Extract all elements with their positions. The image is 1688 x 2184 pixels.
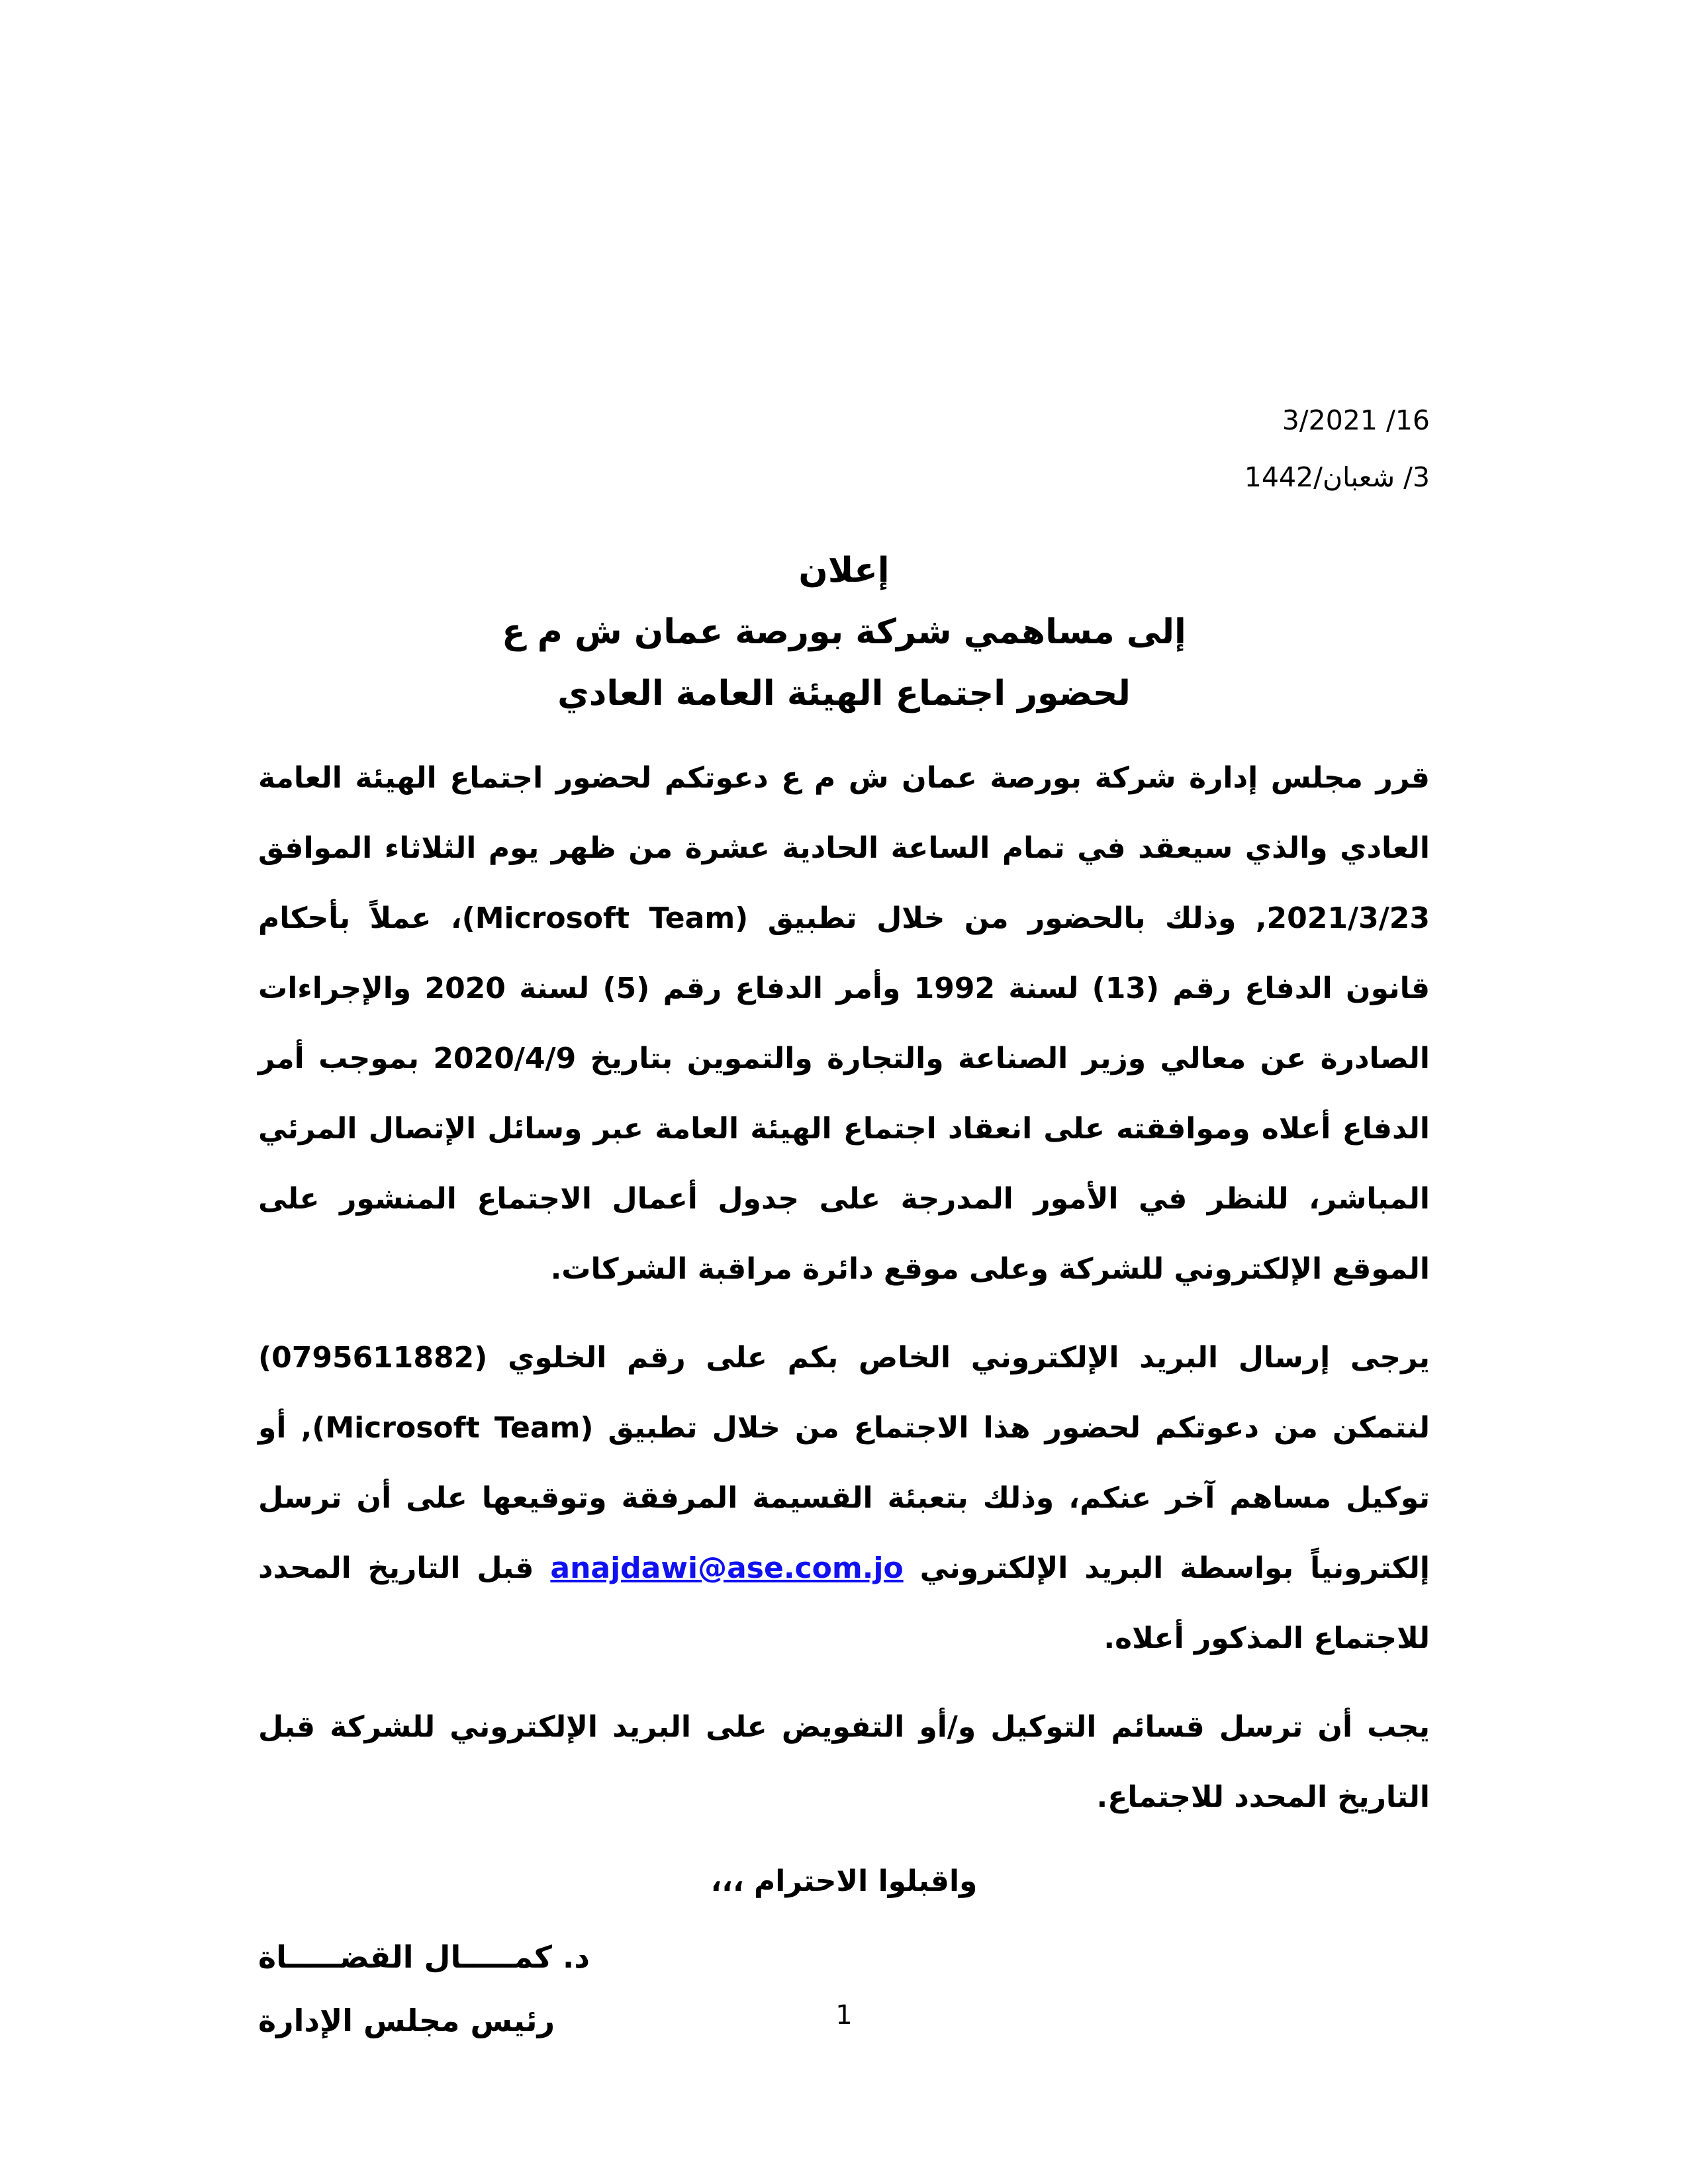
signature-block xyxy=(258,1925,1430,2052)
closing-salutation: واقبلوا الاحترام ،،، xyxy=(710,1864,978,1898)
gregorian-date: 16/ 3/2021 xyxy=(1282,404,1430,436)
hijri-date: 3/ شعبان/1442 xyxy=(1244,461,1430,493)
email-instructions-text-before: يرجى إرسال البريد الإلكتروني الخاص بكم على رقم الخلوي (0795611882) لنتمكن من دعوتكم لحضور هذا الاجتماع من خلال تطبيق (Microsoft Team), أو توكيل مساهم آخر عنكم، وذلك بتعبئة القسيمة المرفقة وتوقيعها على أن ترسل إلكترونياً بواسطة البريد الإلكتروني xyxy=(258,1341,1430,1585)
email-link[interactable]: anajdawi@ase.com.jo xyxy=(550,1551,904,1585)
signatory-name: د. كمـــــال القضـــــاة xyxy=(258,1939,590,1975)
date-block xyxy=(258,392,1430,506)
addressee-heading: إلى مساهمي شركة بورصة عمان ش م ع xyxy=(502,612,1186,652)
paragraph-meeting-details: قرر مجلس إدارة شركة بورصة عمان ش م ع دعوتكم لحضور اجتماع الهيئة العامة العادي والذي سيعقد في تمام الساعة الحادية عشرة من ظهر يوم الثلاثاء الموافق 2021/3/23, وذلك بالحضور من خلال تطبيق (Microsoft Team)، عملاً بأحكام قانون الدفاع رقم (13) لسنة 1992 وأمر الدفاع رقم (5) لسنة 2020 والإجراءات الصادرة عن معالي وزير الصناعة والتجارة والتموين بتاريخ 2020/4/9 بموجب أمر الدفاع أعلاه وموافقته على انعقاد اجتماع الهيئة العامة عبر وسائل الإتصال المرئي المباشر، للنظر في الأمور المدرجة على جدول أعمال الاجتماع المنشور على الموقع الإلكتروني للشركة وعلى موقع دائرة مراقبة الشركات. xyxy=(258,761,1430,1286)
letter-content xyxy=(258,0,1430,2052)
announcement-heading: إعلان xyxy=(798,551,890,590)
page-number: 1 xyxy=(835,2000,853,2030)
title-block xyxy=(258,540,1430,725)
paragraph-proxy-deadline: يجب أن ترسل قسائم التوكيل و/أو التفويض على البريد الإلكتروني للشركة قبل التاريخ المحدد للاجتماع. xyxy=(258,1710,1430,1814)
paragraph-email-instructions xyxy=(258,1323,1430,1674)
purpose-heading: لحضور اجتماع الهيئة العامة العادي xyxy=(557,674,1131,713)
signatory-title: رئيس مجلس الإدارة xyxy=(258,2003,555,2038)
email-instructions-text-after: قبل التاريخ المحدد للاجتماع المذكور أعلاه. xyxy=(258,1551,1430,1655)
